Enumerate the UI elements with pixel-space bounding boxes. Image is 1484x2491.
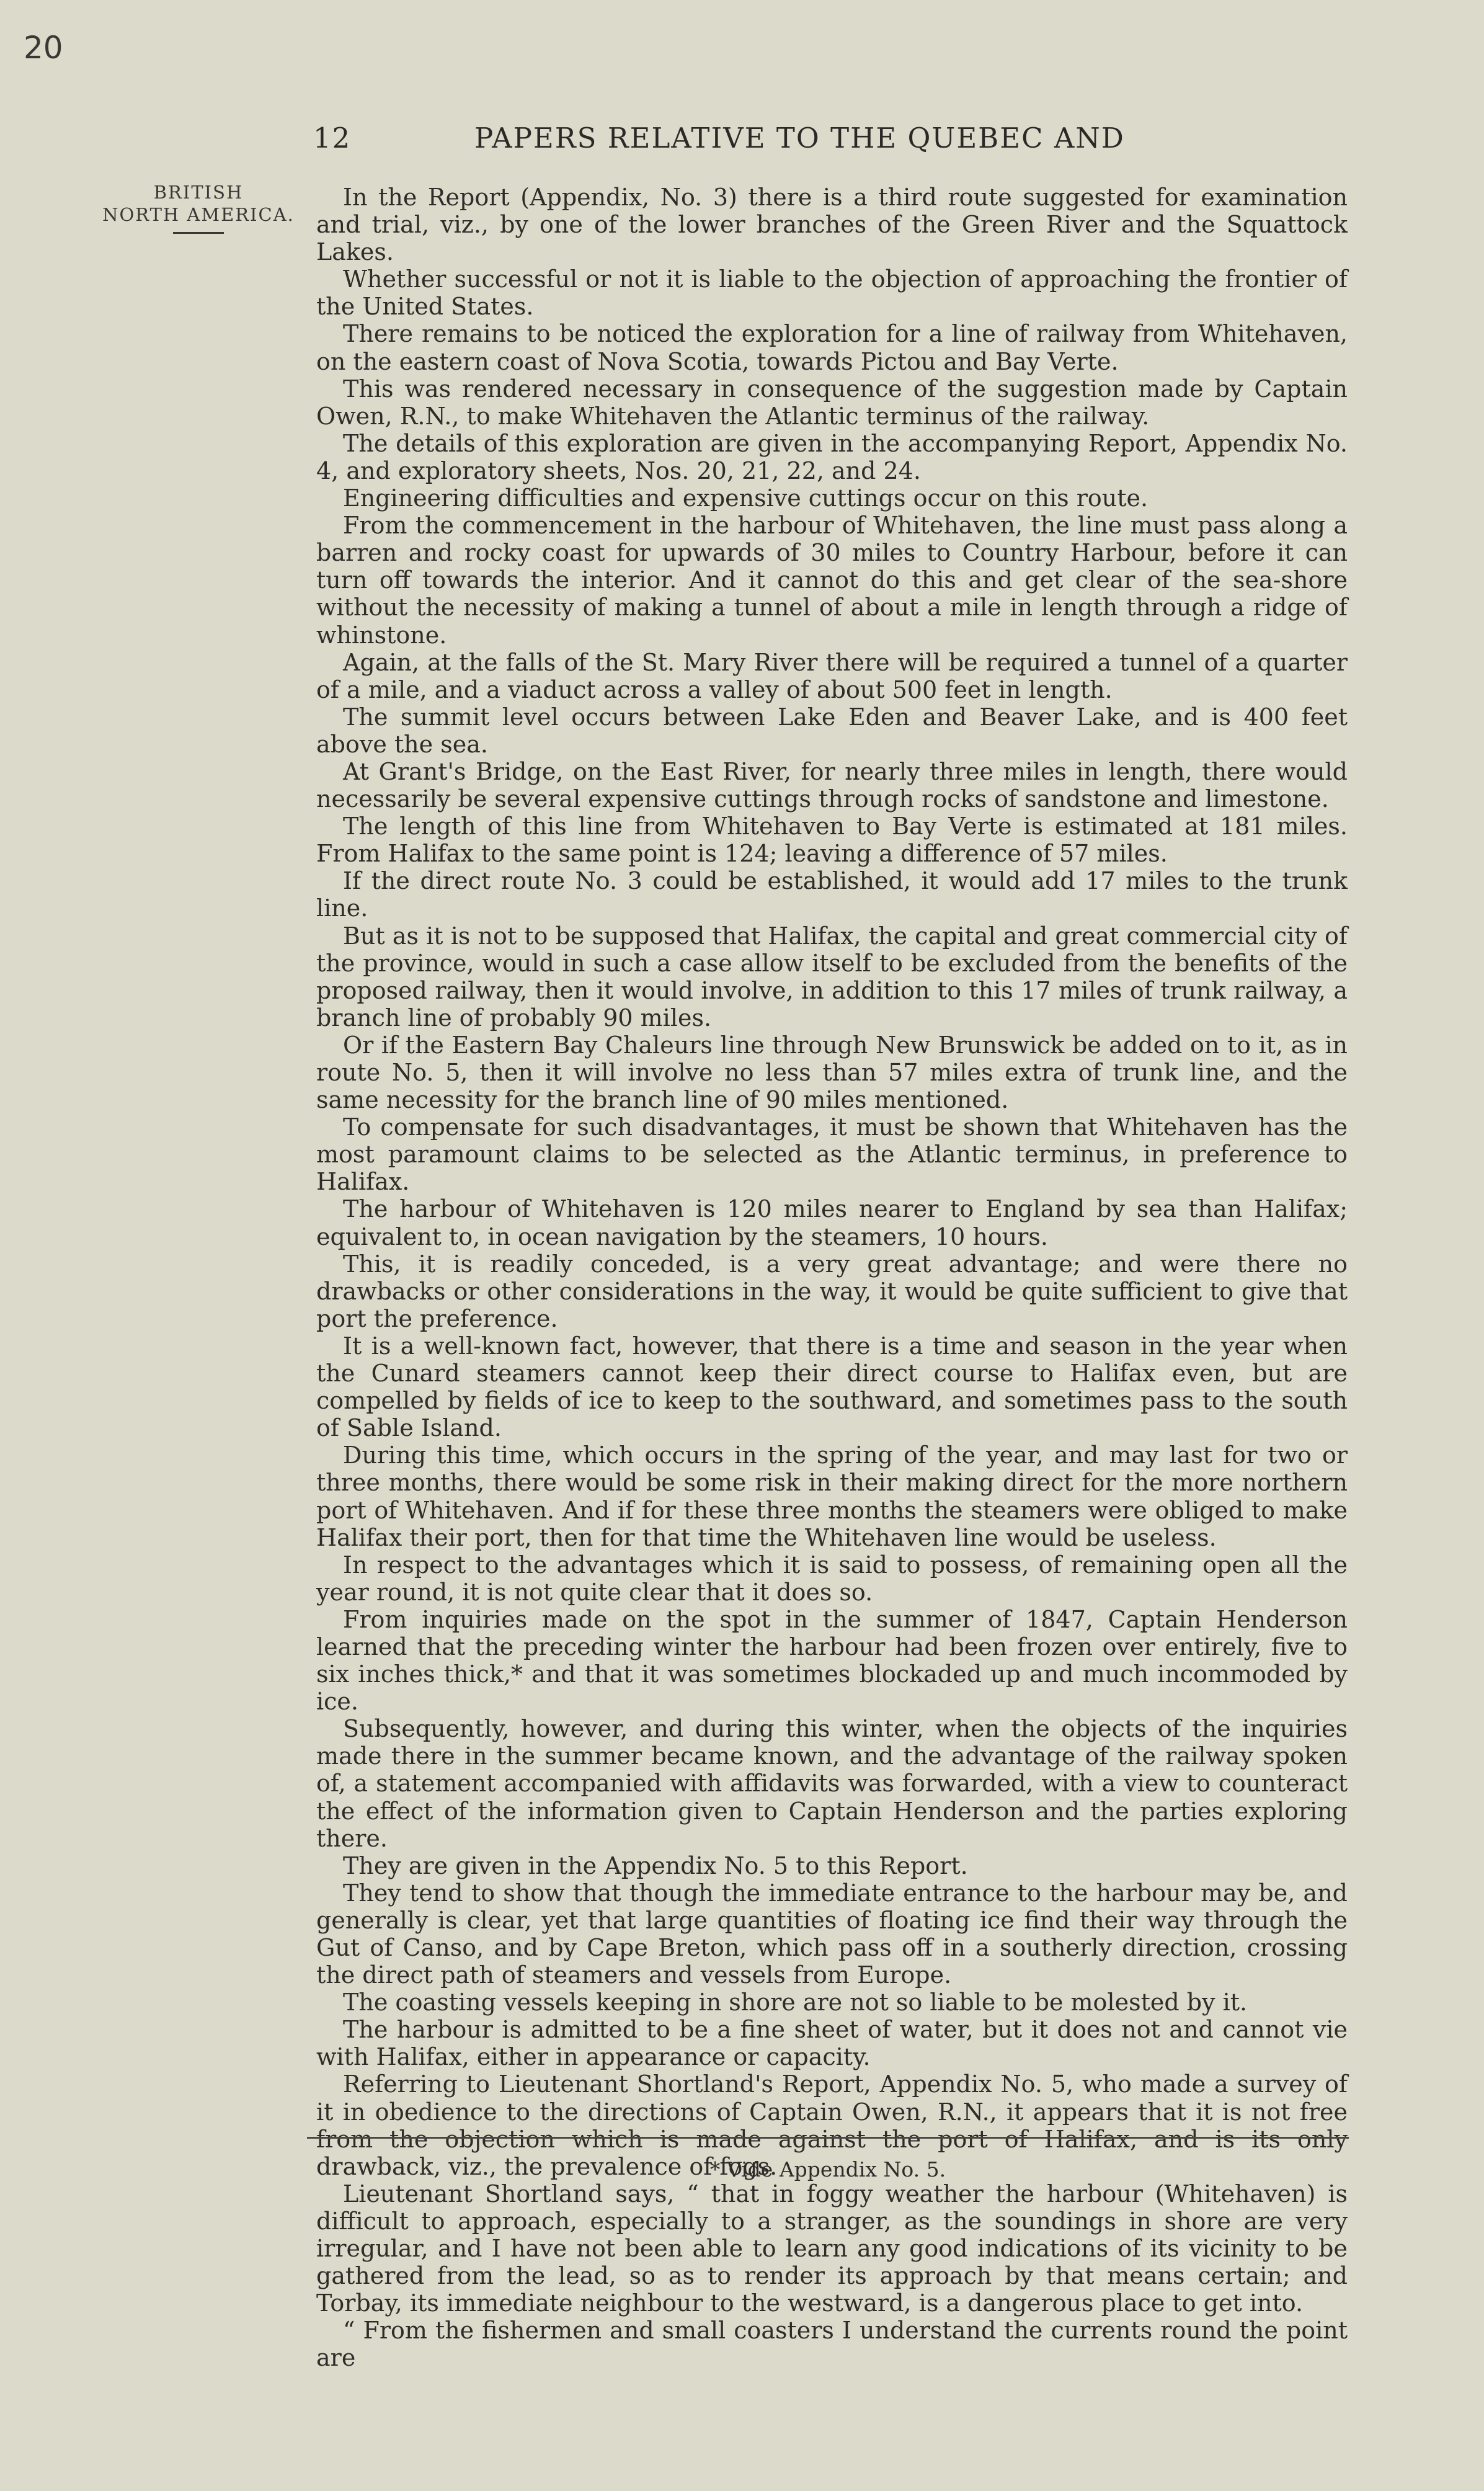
paragraph: To compensate for such disadvantages, it must be shown that Whitehaven has the most paramount claims to be selected as the Atlantic terminus, in preference to Halifax. <box>316 1113 1348 1196</box>
paragraph: Whether successful or not it is liable to the objection of approaching the frontier of the United States. <box>316 265 1348 321</box>
scan-page-number: 20 <box>24 30 63 66</box>
paragraph: The summit level occurs between Lake Eden and Beaver Lake, and is 400 feet above the sea. <box>316 703 1348 758</box>
paragraph: The harbour is admitted to be a fine sheet of water, but it does not and cannot vie with Halifax, either in appearance or capacity. <box>316 2016 1348 2071</box>
paragraph: If the direct route No. 3 could be established, it would add 17 miles to the trunk line. <box>316 867 1348 922</box>
paragraph: They are given in the Appendix No. 5 to this Report. <box>343 1852 968 1879</box>
paragraph: Lieutenant Shortland says, “ that in foggy weather the harbour (Whitehaven) is difficult to approach, especially to a stranger, as the soundings in shore are very irregular, and I have not been able to learn any good indications of its vicinity to be gathered from the lead, so as to render its approach by that means certain; and Torbay, its immediate neighbour to the westward, is a dangerous place to get into. <box>316 2180 1348 2317</box>
page-title: PAPERS RELATIVE TO THE QUEBEC AND <box>474 122 1125 154</box>
paragraph: Engineering difficulties and expensive cuttings occur on this route. <box>343 484 1149 512</box>
paragraph: During this time, which occurs in the spring of the year, and may last for two or three months, there would be some risk in their making direct for the more northern port of Whitehaven. And if for these three months the steamers were obliged to make Halifax their port, then for that time the Whitehaven line would be useless. <box>316 1442 1348 1551</box>
paragraph: In the Report (Appendix, No. 3) there is a third route suggested for examination and trial, viz., by one of the lower branches of the Green River and the Squattock Lakes. <box>316 184 1348 266</box>
paragraph: From inquiries made on the spot in the summer of 1847, Captain Henderson learned that the preceding winter the harbour had been frozen over entirely, five to six inches thick,* and that it was sometimes blockaded up and much incommoded by ice. <box>316 1605 1348 1716</box>
paragraph: There remains to be noticed the exploration for a line of railway from Whitehaven, on the eastern coast of Nova Scotia, towards Pictou and Bay Verte. <box>316 320 1348 375</box>
paragraph: They tend to show that though the immediate entrance to the harbour may be, and generally is clear, yet that large quantities of floating ice find their way through the Gut of Canso, and by Cape Breton, which pass off in a southerly direction, crossing the direct path of steamers and vessels from Europe. <box>316 1879 1348 1989</box>
paragraph: The details of this exploration are given in the accompanying Report, Appendix No. 4, and exploratory sheets, Nos. 20, 21, 22, and 24. <box>316 429 1348 484</box>
paragraph: Again, at the falls of the St. Mary River there will be required a tunnel of a quarter of a mile, and a viaduct across a valley of about 500 feet in length. <box>316 648 1348 703</box>
paragraph: From the commencement in the harbour of Whitehaven, the line must pass along a barren and rocky coast for upwards of 30 miles to Country Harbour, before it can turn off towards the interior. And it cannot do this and get clear of the sea-shore without the necessity of making a tunnel of about a mile in length through a ridge of whinstone. <box>316 512 1348 649</box>
paragraph: This, it is readily conceded, is a very great advantage; and were there no drawbacks or other considerations in the way, it would be quite sufficient to give that port the preference. <box>316 1250 1348 1332</box>
running-head <box>313 122 1386 154</box>
margin-note-line-2: NORTH AMERICA. <box>102 204 295 225</box>
paragraph: But as it is not to be supposed that Halifax, the capital and great commercial city of the province, would in such a case allow itself to be excluded from the benefits of the proposed railway, then it would involve, in addition to this 17 miles of trunk railway, a branch line of probably 90 miles. <box>316 922 1348 1032</box>
body-text <box>316 184 1348 2372</box>
margin-note <box>93 181 304 234</box>
footnote: * Vide Appendix No. 5. <box>709 2157 946 2181</box>
margin-note-rule <box>173 232 224 234</box>
paragraph: This was rendered necessary in consequence of the suggestion made by Captain Owen, R.N., to make Whitehaven the Atlantic terminus of the railway. <box>316 375 1348 430</box>
page-number: 12 <box>313 122 352 154</box>
paragraph: Or if the Eastern Bay Chaleurs line through New Brunswick be added on to it, as in route No. 5, then it will involve no less than 57 miles extra of trunk line, and the same necessity for the branch line of 90 miles mentioned. <box>316 1031 1348 1114</box>
paragraph: At Grant's Bridge, on the East River, for nearly three miles in length, there would necessarily be several expensive cuttings through rocks of sandstone and limestone. <box>316 757 1348 813</box>
paragraph: It is a well-known fact, however, that there is a time and season in the year when the Cunard steamers cannot keep their direct course to Halifax even, but are compelled by fields of ice to keep to the southward, and sometimes pass to the south of Sable Island. <box>316 1332 1348 1442</box>
paragraph: In respect to the advantages which it is said to possess, of remaining open all the year round, it is not quite clear that it does so. <box>316 1551 1348 1606</box>
margin-note-line-1: BRITISH <box>153 182 244 203</box>
paragraph: Referring to Lieutenant Shortland's Report, Appendix No. 5, who made a survey of it in obedience to the directions of Captain Owen, R.N., it appears that it is not free from the objection which is made against the port of Halifax, and is its only drawback, viz., the prevalence of fogs. <box>316 2070 1348 2180</box>
paragraph: Subsequently, however, and during this winter, when the objects of the inquiries made there in the summer became known, and the advantage of the railway spoken of, a statement accompanied with affidavits was forwarded, with a view to counteract the effect of the information given to Captain Henderson and the parties exploring there. <box>316 1715 1348 1852</box>
paragraph: The harbour of Whitehaven is 120 miles nearer to England by sea than Halifax; equivalent to, in ocean navigation by the steamers, 10 hours. <box>316 1195 1348 1250</box>
paragraph: The coasting vessels keeping in shore are not so liable to be molested by it. <box>343 1989 1248 2016</box>
paragraph: “ From the fishermen and small coasters I understand the currents round the point are <box>316 2317 1348 2372</box>
paragraph: The length of this line from Whitehaven to Bay Verte is estimated at 181 miles. From Halifax to the same point is 124; leaving a difference of 57 miles. <box>316 813 1348 868</box>
footnote-rule <box>307 2137 1349 2139</box>
